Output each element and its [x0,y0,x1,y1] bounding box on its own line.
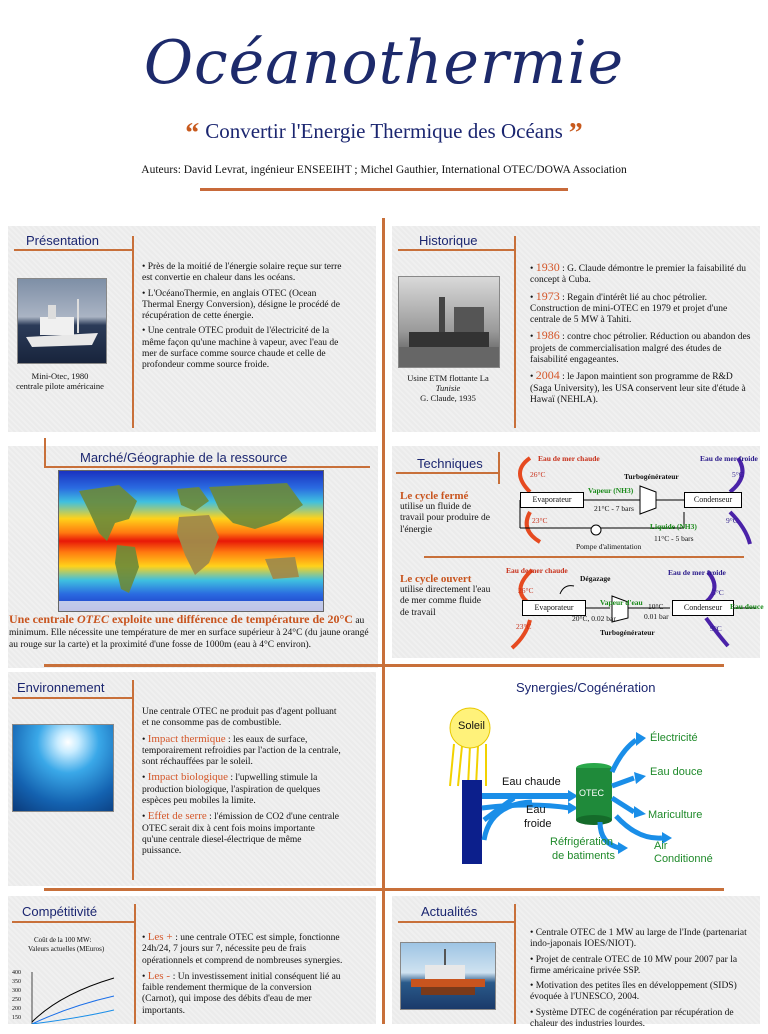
bullet-title: Effet de serre [147,810,207,823]
cycle-ouvert-title: Le cycle ouvert [400,573,472,585]
label: 23°C [532,516,548,525]
section-vbar [132,680,134,880]
otec-label: OTEC [579,788,605,798]
history-year: 1986 [535,328,560,343]
paragraph: • Les + : une centrale OTEC est simple, fonctionne 24h/24, 7 jours sur 7, nécessite peu de frais opérationnels et comprend de nombreuses synergies. [142,931,343,966]
actualites-text [530,928,754,1034]
paragraph: • Effet de serre : l'émission de CO2 d'une centrale OTEC serait dix à cent fois moins importante qu'une centrale diesel-électrique de même puissance. [142,810,339,857]
chart-tick-label: 400 [12,970,21,976]
label: Turbogénérateur [624,472,679,481]
authors: Auteurs: David Levrat, ingénieur ENSEEIHT ; Michel Gauthier, International OTEC/DOWA Association [141,164,627,176]
history-text: : G. Claude démontre le premier la faisabilité du concept à Cuba. [530,264,746,286]
paragraph: • Près de la moitié de l'énergie solaire reçue sur terre est convertie en chaleur dans les océans. [142,262,342,284]
history-item: • 1973 : Regain d'intérêt lié au choc pétrolier. Construction de mini-OTEC en 1979 et projet d'une centrale de 5 MW à Tahiti. [530,288,728,326]
marche-lead [9,613,377,651]
label: 26°C [518,586,534,595]
bullet-title: Impact biologique [147,771,229,784]
evaporator-box: Evaporateur [520,492,584,508]
condenser-box: Condenseur [684,492,742,508]
synergy-diagram [440,700,760,870]
history-item: • 1986 : contre choc pétrolier. Réduction ou abandon des projets de commercialisation malgré des études de faisabilité engageantes. [530,328,751,366]
minus-text: : Un investissement initial conséquent lié au faible rendement thermique de la conversion (Carnot), qui impose des débits d'eau de mer importants. [142,971,341,1016]
section-title-synergies: Synergies/Cogénération [516,680,656,695]
label: 5°C [732,470,744,479]
chart-tick-label: 200 [12,1006,21,1012]
evaporator-box: Evaporateur [522,600,586,616]
cycle-ouvert-desc: utilise directement l'eau de mer comme fluide de travail [400,585,491,618]
paragraph: • Impact biologique : l'upwelling stimule la production biologique, l'aspiration de quelques espèces peu mobiles la limite. [142,771,321,807]
cycle-ferme-desc: utilise un fluide de travail pour produire de l'énergie [400,502,490,535]
historique-list [530,262,752,410]
competitivite-text [142,932,346,1021]
open-cycle-diagram [500,562,764,658]
history-text: : Regain d'intérêt lié au choc pétrolier. Construction de mini-OTEC en 1979 et projet d'une centrale de 5 MW à Tahiti. [530,292,728,326]
bullet-text: : les eaux de surface, temporairement refroidies par l'action de la centrale, sont réchauffées par le soleil. [142,734,341,768]
label: 21°C - 7 bars [594,504,634,513]
plus-title: Les + [147,931,176,943]
plus-text: : une centrale OTEC est simple, fonctionne 24h/24, 7 jours sur 7, nécessite peu de frais opérationnels et comprend de nombreuses synergies. [142,933,343,966]
section-title-presentation: Présentation [26,233,99,248]
continents-overlay [59,471,323,611]
section-title-actualites: Actualités [421,904,478,919]
chart-tick-label: 350 [12,979,21,985]
caption-line: centrale pilote américaine [16,381,104,391]
photo-caption [10,371,110,391]
label: 23°C [516,622,532,631]
ocean-photo [12,724,114,812]
header-divider [200,188,568,191]
paragraph: • Système DTEC de cogénération par récupération de chaleur des industries lourdes. [530,1007,734,1030]
warm-water-label: Eau chaude [502,776,561,788]
caption-line: G. Claude, 1935 [420,393,476,403]
label: Eau de mer froide [668,568,726,577]
subtitle-text: Convertir l'Energie Thermique des Océans [205,119,563,143]
history-text: : contre choc pétrolier. Réduction ou abandon des projets de commercialisation malgré des études de faisabilité engageantes. [530,332,751,366]
marche-text: au minimum. Elle nécessite une température de mer en surface supérieur à 24°C (du jaune orangé au rouge sur la carte) et la proximité d'une fosse de 1000m (eau à 4°C environ). [9,616,369,650]
quote-open: “ [185,118,200,149]
photo-caption [398,373,498,403]
output-label: Eau douce [650,766,703,778]
bullet-text: : l'émission de CO2 d'une centrale OTEC serait dix à cent fois moins importante qu'une centrale diesel-électrique de même puissance. [142,812,339,857]
quote-close: ” [568,118,583,149]
techniques-divider [424,556,744,558]
paragraph: • Centrale OTEC de 1 MW au large de l'Inde (partenariat indo-japonais IOES/NIOT). [530,928,747,950]
paragraph: • Projet de centrale OTEC de 10 MW pour 2007 par la firme américaine privée SSP. [530,954,738,976]
bullet-text: : l'upwelling stimule la production biologique, l'aspiration de quelques espèces peu mobiles la limite. [142,773,321,807]
output-label: Mariculture [648,809,703,821]
chart-tick-label: 150 [12,1015,21,1021]
ship-icon [18,279,106,363]
row-divider [44,664,724,667]
section-title-competitivite: Compétitivité [22,904,98,919]
paragraph: • Une centrale OTEC produit de l'électricité de la même façon qu'une machine à vapeur, avec l'eau de mer de surface comme source chaude et celle de profondeur comme source froide. [142,326,339,371]
section-title-environnement: Environnement [17,680,105,695]
cycle-ferme-title: Le cycle fermé [400,490,469,502]
row-divider [44,888,724,891]
environnement-text [142,707,342,862]
cold-water-label: Eau [526,804,546,816]
section-vbar [44,438,46,468]
closed-cycle-diagram [500,452,760,554]
temperature-world-map [58,470,324,612]
section-title-marche: Marché/Géographie de la ressource [80,450,288,465]
section-underline [14,249,134,251]
label: Eau douce [730,602,764,611]
output-label: Conditionné [654,853,713,865]
label: Eau de mer froide [700,454,758,463]
label: Pompe d'alimentation [576,542,642,551]
sun-label: Soleil [458,720,485,732]
lead-text: Une centrale [9,612,77,626]
label: 5°C [712,588,724,597]
label: Vapeur d'eau [600,598,643,607]
section-vbar [132,236,134,428]
chart-title: Coût de la 100 MW: [34,936,92,944]
section-underline [44,466,370,468]
section-underline [12,921,136,923]
lead-text: exploite une différence de température de 20°C [109,612,353,626]
chart-tick-label: 250 [12,997,21,1003]
tunisie-photo [398,276,500,368]
caption-line: Usine ETM flottante La [407,373,489,383]
section-title-techniques: Techniques [417,456,483,471]
label: Liquide (NH3) [650,522,697,531]
ship-photo [17,278,107,364]
paragraph: • Les - : Un investissement initial conséquent lié au faible rendement thermique de la conversion (Carnot), qui impose des débits d'eau de mer importants. [142,969,341,1016]
history-text: : le Japon maintient son programme de R&D (Saga University), les USA conservent leur site d'étude à Hawaï (NEHLA). [530,372,746,405]
section-vbar [514,904,516,1024]
output-label: Réfrigération [550,836,613,848]
label: 20°C, 0.02 bar [572,614,616,623]
section-vbar [514,236,516,428]
label: 9°C [726,516,738,525]
label: Eau de mer chaude [538,454,600,463]
chart-lines [10,934,130,1024]
condenser-box: Condenseur [672,600,734,616]
paragraph: • L'OcéanoThermie, en anglais OTEC (Ocean Thermal Energy Conversion), désigne le procédé de récupération de cette énergie. [142,288,340,322]
caption-line: Tunisie [435,383,461,393]
section-underline [398,921,516,923]
bullet-title: Impact thermique [147,732,226,745]
label: 26°C [530,470,546,479]
history-year: 1930 [535,260,560,274]
cold-water-label: froide [524,818,552,830]
history-item: • 2004 : le Japon maintient son programme de R&D (Saga University), les USA conservent leur site d'étude à Hawaï (NEHLA). [530,368,746,405]
section-underline [12,697,134,699]
label: Dégazage [580,574,611,583]
section-underline [396,472,500,474]
label: 0.01 bar [644,612,669,621]
logo-title: Océanothermie [143,28,625,98]
label: 11°C - 5 bars [654,534,694,543]
ouvert-text [400,573,492,619]
factory-ship-icon [399,277,499,367]
platform-icon [401,943,495,1009]
caption-line: Mini-Otec, 1980 [31,371,89,381]
center-divider [382,218,385,1024]
output-label: Air [654,840,668,852]
paragraph: • Impact thermique : les eaux de surface, temporairement refroidies par l'action de la centrale, sont réchauffées par le soleil. [142,732,341,768]
label: 10°C [648,602,664,611]
chart-tick-label: 300 [12,988,21,994]
paragraph: • Motivation des petites îles en développement (SIDS) évoquée à l'UNESCO, 2004. [530,981,737,1003]
minus-title: Les - [147,969,173,982]
lead-otec: OTEC [76,612,109,626]
platform-photo [400,942,496,1010]
section-vbar [134,904,136,1024]
section-title-historique: Historique [419,233,478,248]
presentation-text [142,262,342,376]
history-item: • 1930 : G. Claude démontre le premier la faisabilité du concept à Cuba. [530,260,746,286]
cost-chart [10,934,130,1024]
history-year: 2004 [535,368,560,383]
history-year: 1973 [535,288,560,303]
label: Turbogénérateur [600,628,655,637]
label: Vapeur (NH3) [588,486,634,495]
output-label: Électricité [650,732,698,744]
label: 9°C [710,624,722,633]
ferme-text [400,490,492,536]
paragraph: Une centrale OTEC ne produit pas d'agent polluant et ne consomme pas de combustible. [142,707,337,729]
section-underline [398,249,516,251]
subtitle [0,118,768,150]
output-label: de batiments [552,850,615,862]
chart-title: Valeurs actuelles (MEuros) [28,945,105,953]
label: Eau de mer chaude [506,566,568,575]
